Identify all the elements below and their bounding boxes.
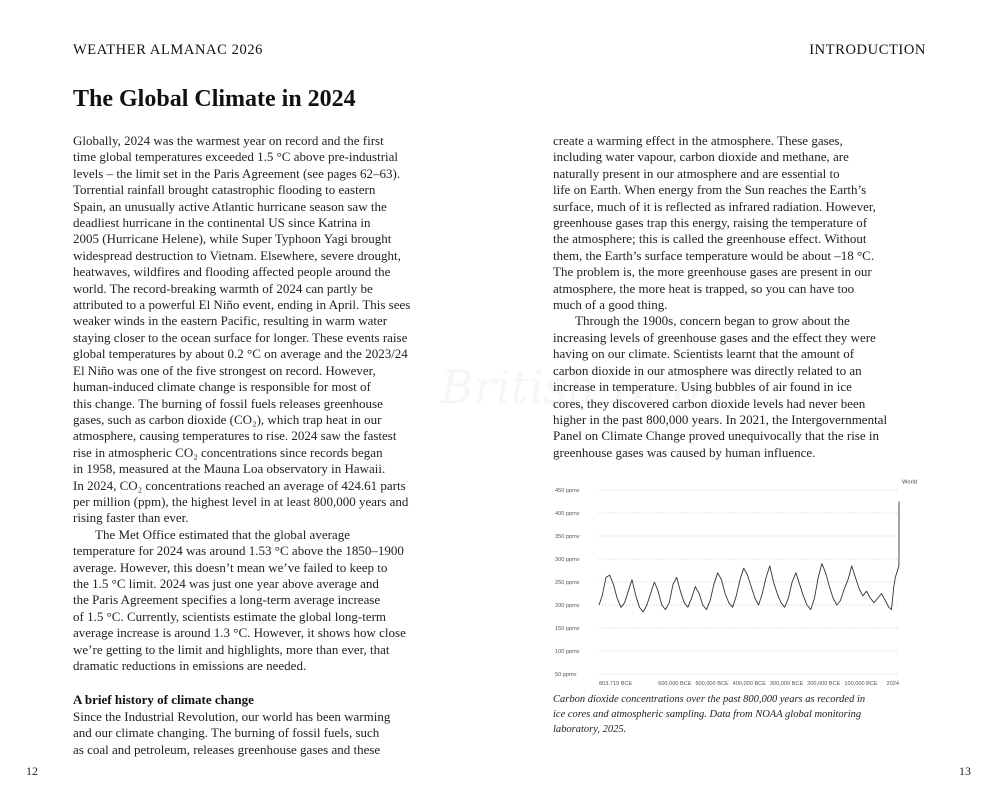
series-label-world: World	[902, 479, 918, 486]
co2-chart	[553, 479, 921, 688]
y-tick-label: 300 ppmv	[555, 557, 580, 563]
body-paragraph-1: Globally, 2024 was the warmest year on record and the first time global temperatures exceeded 1.5 °C above pre-industrial levels – the limit set in the Paris Agreement (see pages 62–63). Torrential rainfall brought catastrophic flooding to eastern Spain, an unusually active Atlantic hurricane season saw the deadliest hurricane in the continental US since Katrina in 2005 (Hurricane Helene), while Super Typhoon Yagi brought widespread destruction to Vietnam. Elsewhere, severe drought, heatwaves, wildfires and flooding affected people around the world. The record-breaking warmth of 2024 can partly be attributed to a powerful El Niño event, ending in April. This sees weaker winds in the eastern Pacific, resulting in warm water staying closer to the ocean surface for longer. These events raise global temperatures by about 0.2 °C on average and the 2023/24 El Niño was one of the five strongest on record. However, human-induced climate change is responsible for most of this change. The burning of fossil fuels releases greenhouse gases, such as carbon dioxide (CO₂), which trap heat in our atmosphere, causing temperatures to rise. 2024 saw the fastest rise in atmospheric CO₂ concentrations since records began in 1958, measured at the Mauna Loa observatory in Hawaii. In 2024, CO₂ concentrations reached an average of 424.61 parts per million (ppm), the highest level in at least 800,000 years and rising faster than ever.	[73, 133, 411, 526]
co2-chart-svg	[553, 479, 921, 688]
page-number-right: 13	[959, 764, 971, 778]
y-tick-label: 150 ppmv	[555, 626, 580, 632]
x-tick-label: 200,000 BCE	[807, 681, 841, 687]
x-tick-label: 100,000 BCE	[844, 681, 878, 687]
body-paragraph-2: The Met Office estimated that the global average temperature for 2024 was around 1.53 °C above the 1850–1900 average. However, this doesn’t mean we’ve failed to keep to the 1.5 °C limit. 2024 was just one year above average and the Paris Agreement specifies a long-term average increase of 1.5 °C. Currently, scientists estimate the global long-term average increase is around 1.3 °C. However, it shows how close we’re getting to the limit and highlights, more than ever, that dramatic reductions in emissions are needed.	[73, 526, 406, 673]
x-tick-label: 400,000 BCE	[732, 681, 766, 687]
series-line-world	[599, 502, 899, 612]
y-tick-label: 250 ppmv	[555, 580, 580, 586]
x-tick-label: 500,000 BCE	[695, 681, 729, 687]
body-paragraph-5: Through the 1900s, concern began to grow about the increasing levels of greenhouse gases and the effect they were having on our climate. Scientists learnt that the amount of carbon dioxide in our atmosphere was directly related to an increase in temperature. Using bubbles of air found in ice cores, they discovered carbon dioxide levels had never been higher in the past 800,000 years. In 2021, the Intergovernmental Panel on Climate Change proved unequivocally that the rise in greenhouse gases was caused by human influence.	[553, 313, 888, 460]
body-paragraph-3: Since the Industrial Revolution, our world has been warming and our climate changing. The burning of fossil fuels, such as coal and petroleum, releases greenhouse gases and these	[73, 708, 391, 757]
x-tick-label: 2024	[886, 681, 899, 687]
page-number-left: 12	[26, 764, 38, 778]
x-tick-label: 600,000 BCE	[658, 681, 692, 687]
y-tick-label: 100 ppmv	[555, 649, 580, 655]
section-subheading: A brief history of climate change	[73, 692, 254, 708]
y-tick-label: 400 ppmv	[555, 511, 580, 517]
left-column	[73, 133, 448, 758]
y-tick-label: 200 ppmv	[555, 603, 580, 609]
running-head-left: WEATHER ALMANAC 2026	[73, 42, 264, 58]
page-title: The Global Climate in 2024	[73, 86, 356, 112]
chart-caption: Carbon dioxide concentrations over the past 800,000 years as recorded in ice cores and atmospheric sampling. Data from NOAA global monitoring laboratory, 2025.	[553, 694, 866, 735]
running-head-right: INTRODUCTION	[809, 42, 926, 58]
y-tick-label: 350 ppmv	[555, 534, 580, 540]
body-paragraph-4: create a warming effect in the atmosphere. These gases, including water vapour, carbon dioxide and methane, are naturally present in our atmosphere and are essential to life on Earth. When energy from the Sun reaches the Earth’s surface, much of it is reflected as infrared radiation. However, greenhouse gases trap this energy, raising the temperature of the atmosphere; this is called the greenhouse effect. Without them, the Earth’s surface temperature would be about –18 °C. The problem is, the more greenhouse gases are present in our atmosphere, the more heat is trapped, so you can have too much of a good thing.	[553, 133, 876, 313]
x-tick-label: 300,000 BCE	[769, 681, 804, 687]
x-tick-label: 803,719 BCE	[599, 681, 633, 687]
y-tick-label: 450 ppmv	[555, 488, 580, 494]
right-column	[553, 133, 929, 461]
y-tick-label: 50 ppmv	[555, 672, 577, 678]
